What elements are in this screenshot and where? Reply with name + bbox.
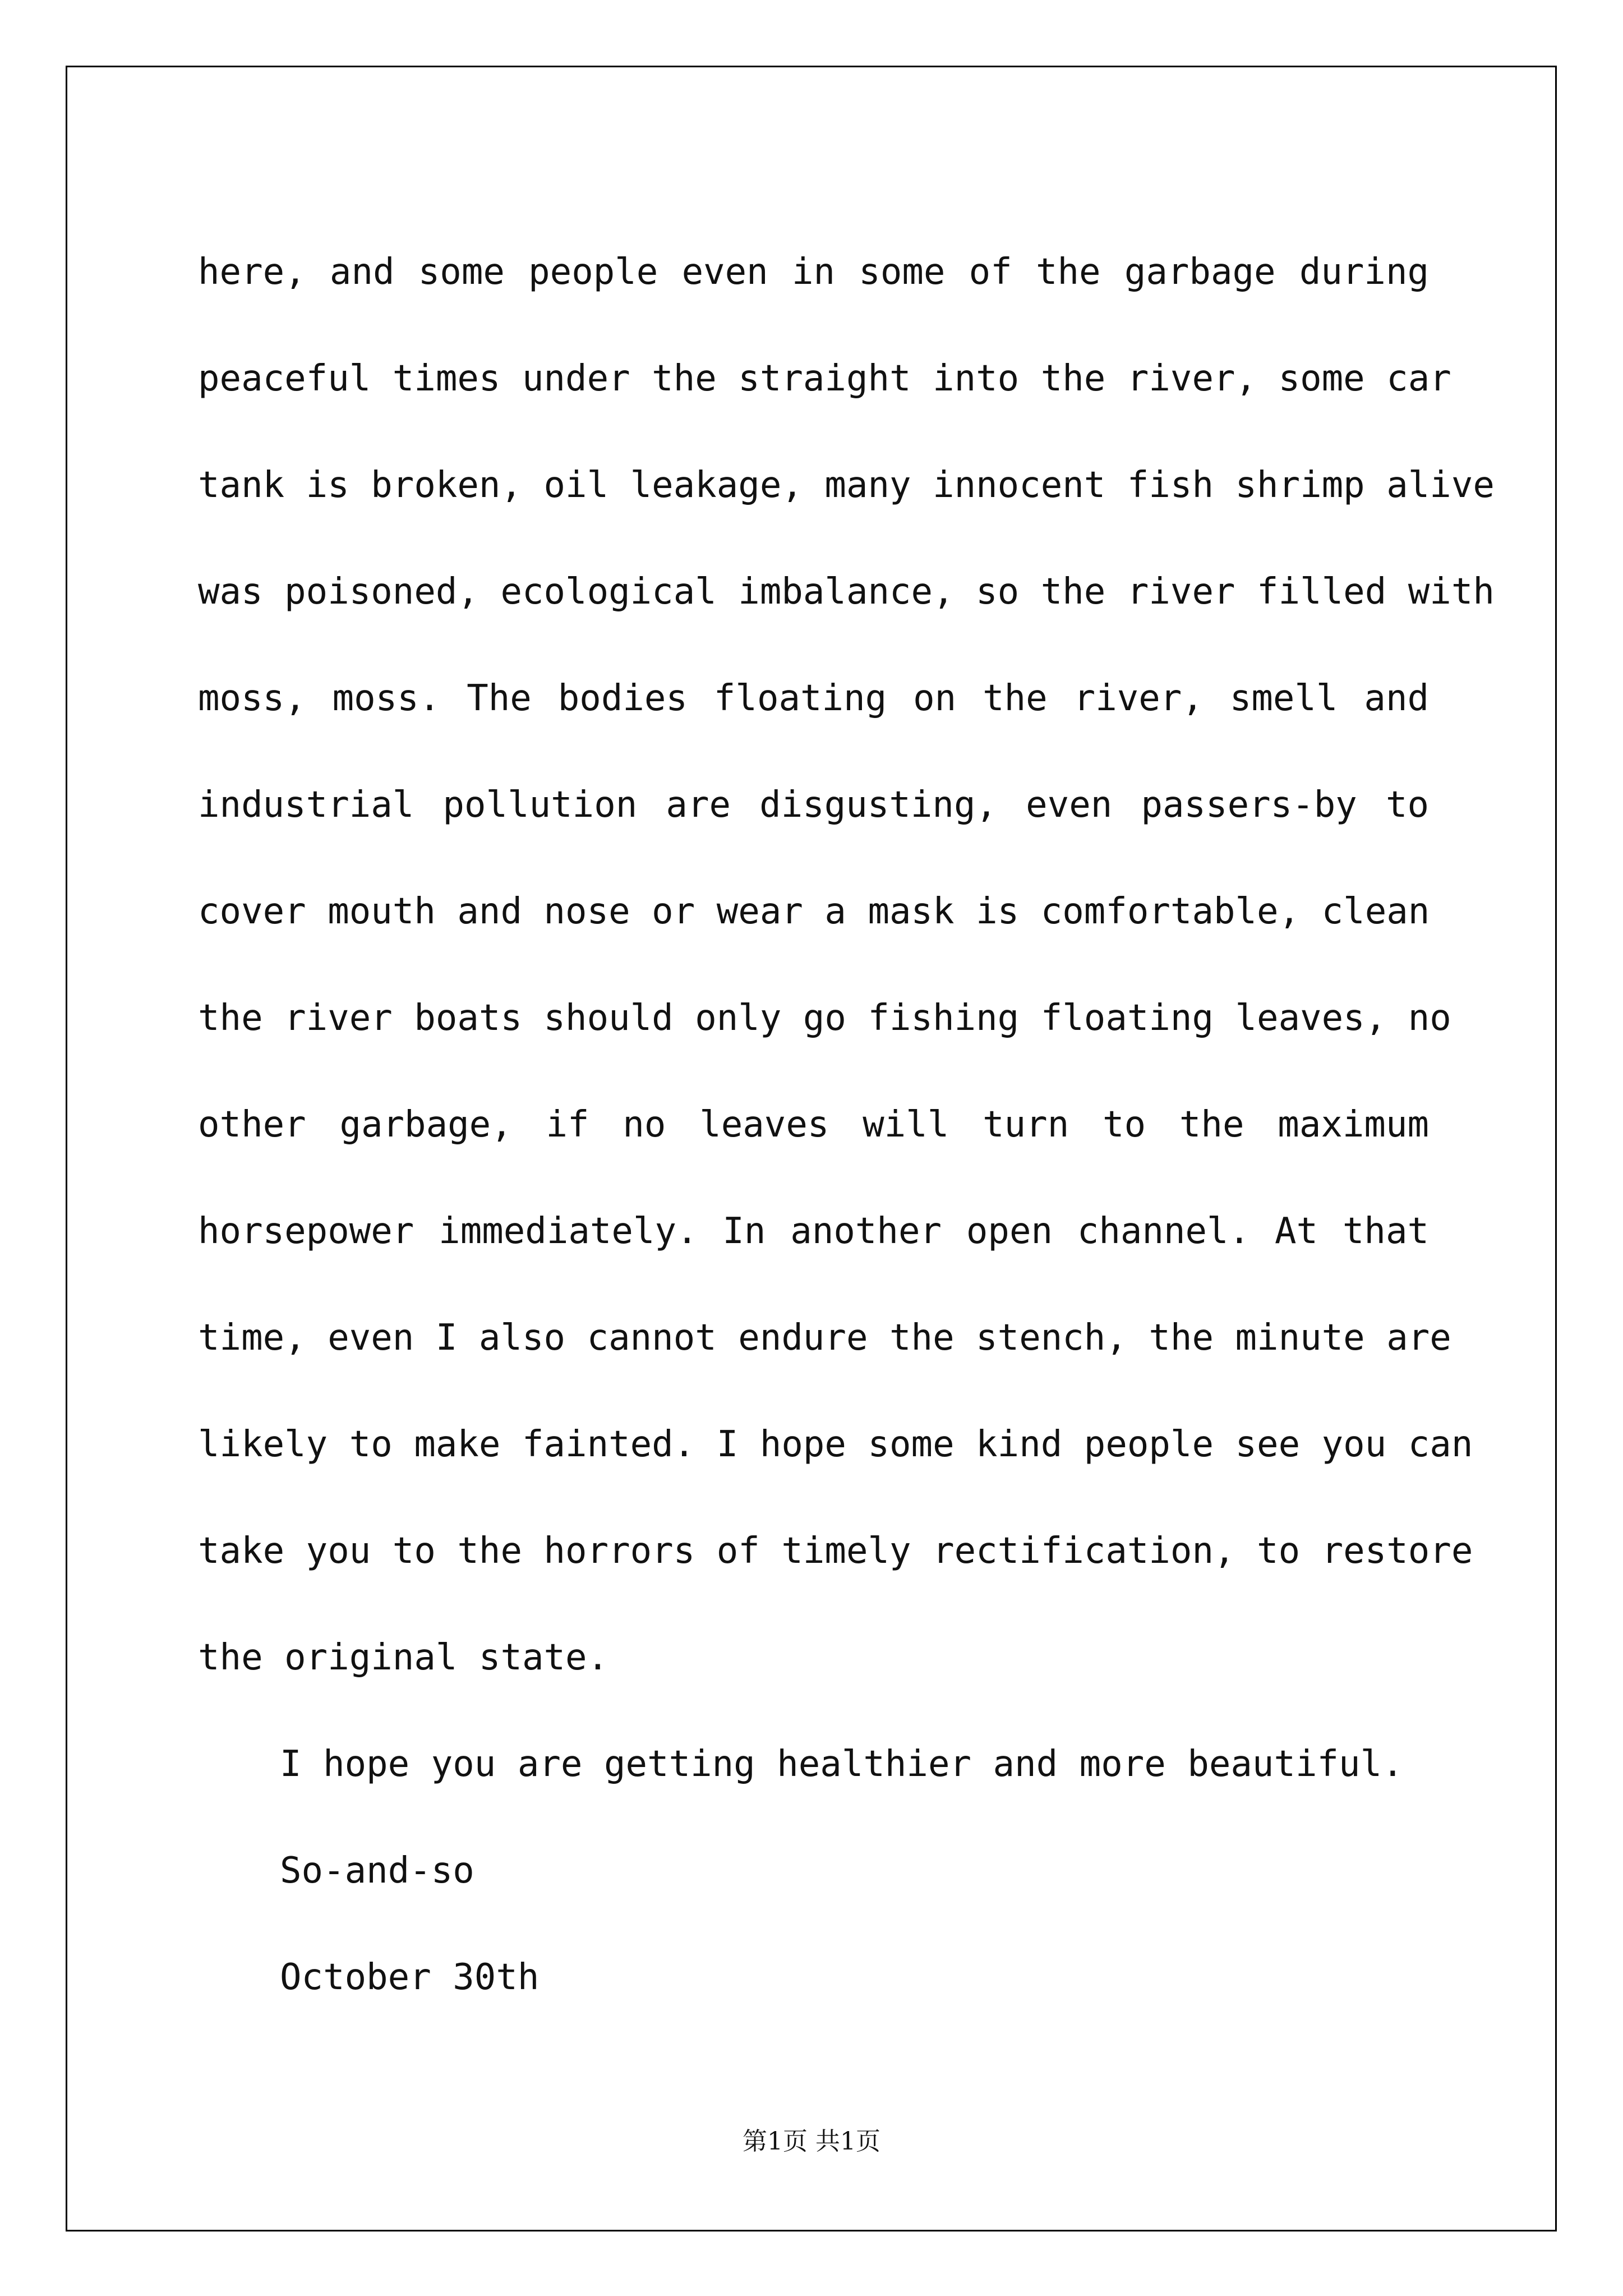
body-line: time, even I also cannot endure the stench, the minute are [198,1317,1451,1359]
letter-body [198,219,1495,2031]
body-line: here, and some people even in some of the garbage during [198,251,1429,293]
body-line: moss, moss. The bodies floating on the river, smell and [198,678,1429,719]
body-line: peaceful times under the straight into the river, some car [198,358,1451,399]
signature: So-and-so [280,1850,474,1892]
body-line: likely to make fainted. I hope some kind people see you can [198,1424,1473,1465]
body-line: was poisoned, ecological imbalance, so the river filled with [198,571,1495,613]
body-line: the river boats should only go fishing floating leaves, no [198,997,1451,1039]
body-line: take you to the horrors of timely rectification, to restore [198,1530,1473,1572]
body-line: other garbage, if no leaves will turn to the maximum [198,1104,1429,1145]
body-line: tank is broken, oil leakage, many innocent fish shrimp alive [198,464,1495,506]
date: October 30th [280,1957,540,1998]
body-line: cover mouth and nose or wear a mask is comfortable, clean [198,891,1430,932]
body-line: horsepower immediately. In another open channel. At that [198,1211,1429,1252]
page-number-footer: 第1页 共1页 [743,2127,880,2156]
body-line: the original state. [198,1637,609,1678]
closing-line: I hope you are getting healthier and more beautiful. [280,1743,1404,1785]
body-line: industrial pollution are disgusting, even passers-by to [198,784,1429,826]
